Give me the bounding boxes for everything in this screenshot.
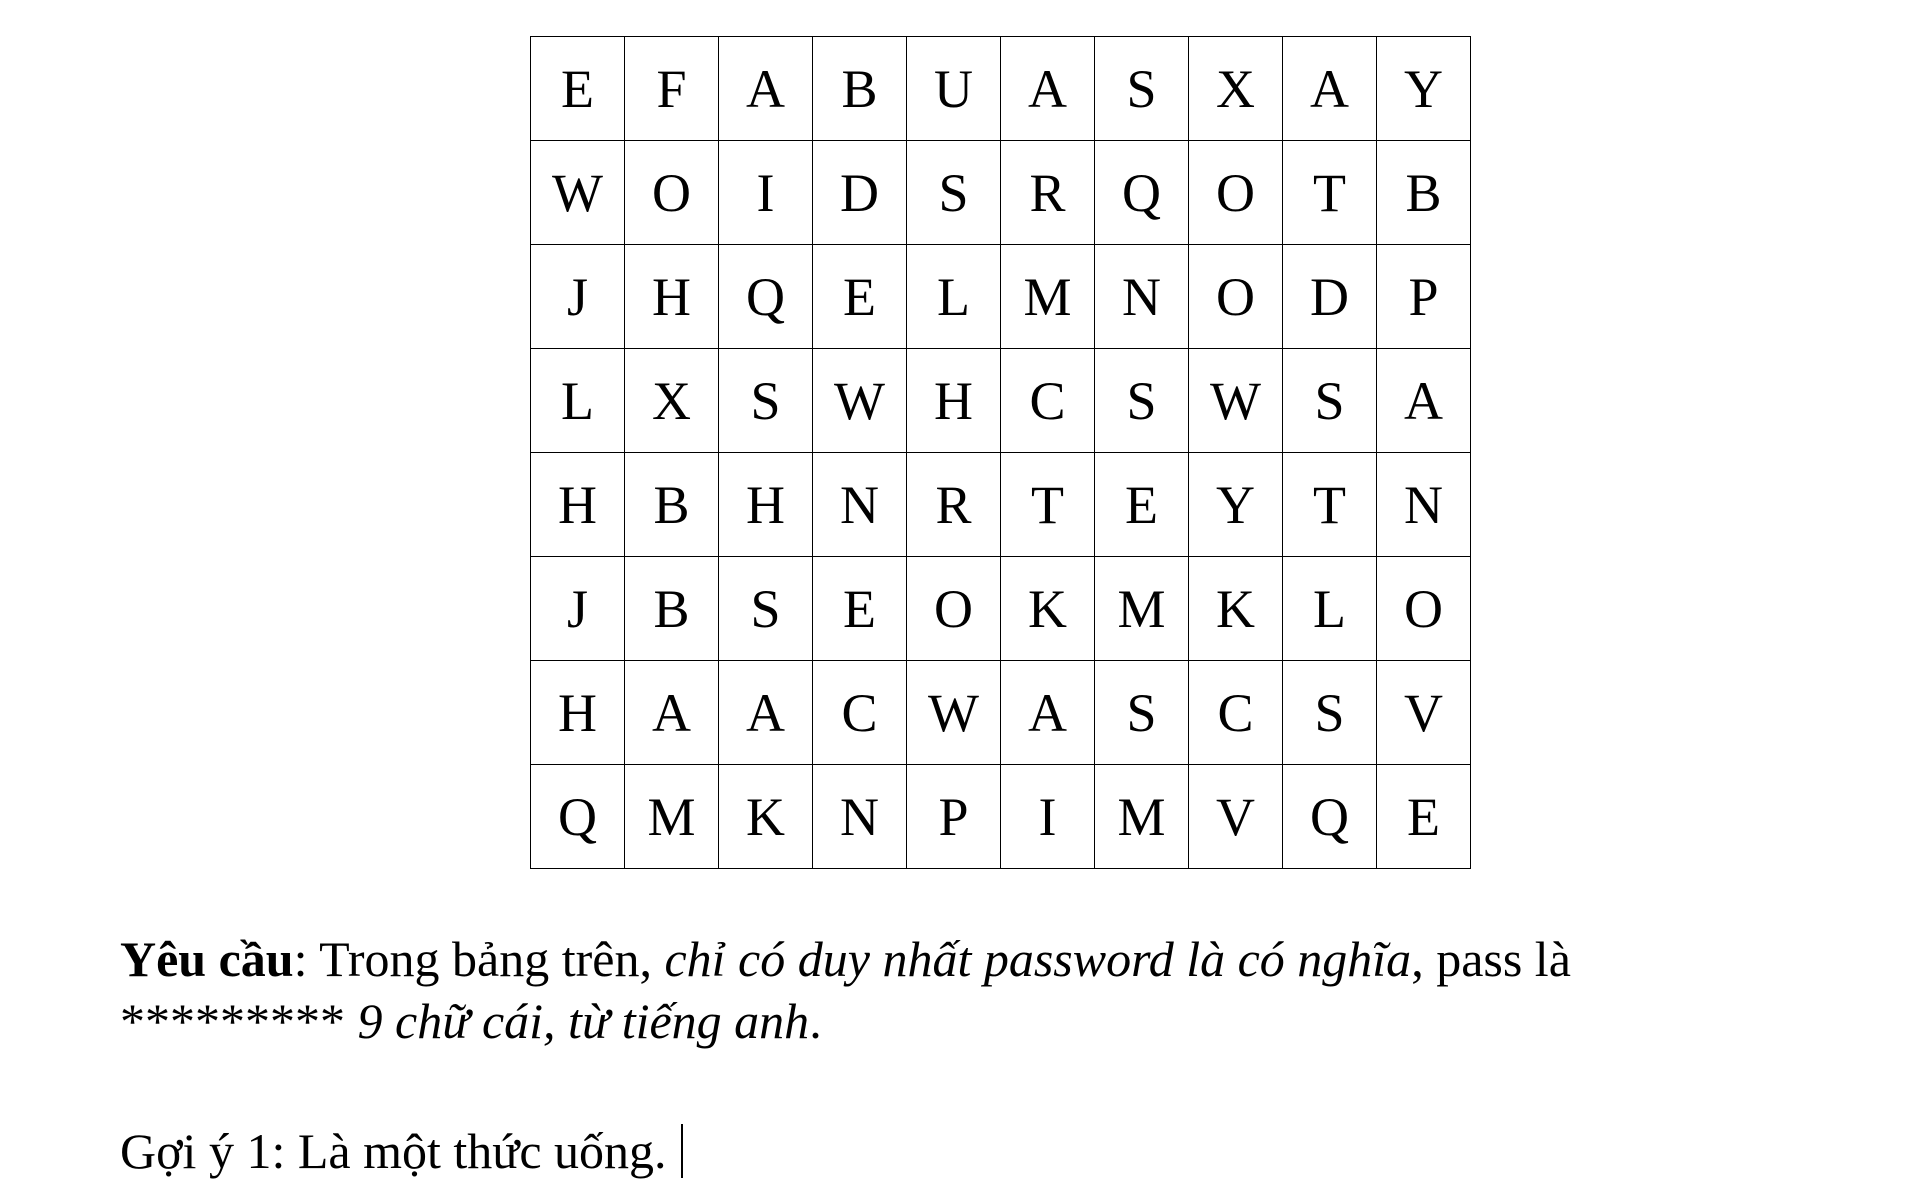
grid-cell: X	[625, 349, 719, 453]
grid-row	[531, 661, 1471, 765]
grid-cell: R	[907, 453, 1001, 557]
grid-cell: N	[813, 453, 907, 557]
grid-cell: P	[907, 765, 1001, 869]
grid-cell: H	[625, 245, 719, 349]
requirement-line-2	[120, 990, 1571, 1052]
grid-cell: C	[1001, 349, 1095, 453]
grid-row	[531, 453, 1471, 557]
grid-cell: M	[625, 765, 719, 869]
grid-cell: Q	[531, 765, 625, 869]
grid-cell: S	[719, 557, 813, 661]
grid-cell: B	[625, 453, 719, 557]
grid-cell: L	[1283, 557, 1377, 661]
grid-cell: T	[1283, 453, 1377, 557]
hint-paragraph[interactable]	[120, 1120, 683, 1182]
grid-row	[531, 765, 1471, 869]
grid-cell: V	[1189, 765, 1283, 869]
grid-cell: N	[813, 765, 907, 869]
grid-cell: S	[907, 141, 1001, 245]
grid-cell: B	[625, 557, 719, 661]
grid-cell: O	[907, 557, 1001, 661]
requirement-italic-1: chỉ có duy nhất password là có nghĩa	[664, 931, 1412, 987]
grid-cell: S	[719, 349, 813, 453]
grid-cell: S	[1283, 661, 1377, 765]
grid-cell: H	[531, 453, 625, 557]
requirement-paragraph	[120, 928, 1571, 1052]
grid-row	[531, 37, 1471, 141]
grid-cell: C	[1189, 661, 1283, 765]
grid-cell: C	[813, 661, 907, 765]
grid-cell: O	[1189, 245, 1283, 349]
grid-cell: E	[531, 37, 625, 141]
requirement-end: .	[809, 993, 822, 1049]
grid-cell: Q	[1095, 141, 1189, 245]
grid-cell: E	[813, 557, 907, 661]
grid-cell: S	[1095, 37, 1189, 141]
grid-cell: P	[1377, 245, 1471, 349]
grid-row	[531, 245, 1471, 349]
grid-cell: A	[719, 37, 813, 141]
grid-cell: J	[531, 245, 625, 349]
grid-row	[531, 349, 1471, 453]
grid-cell: M	[1095, 557, 1189, 661]
grid-cell: B	[1377, 141, 1471, 245]
grid-cell: K	[1189, 557, 1283, 661]
grid-cell: M	[1001, 245, 1095, 349]
grid-cell: A	[719, 661, 813, 765]
grid-cell: S	[1095, 349, 1189, 453]
grid-cell: E	[1377, 765, 1471, 869]
grid-cell: D	[1283, 245, 1377, 349]
grid-cell: J	[531, 557, 625, 661]
grid-cell: N	[1377, 453, 1471, 557]
text-cursor	[681, 1124, 683, 1178]
grid-cell: S	[1095, 661, 1189, 765]
grid-cell: L	[531, 349, 625, 453]
grid-cell: W	[813, 349, 907, 453]
grid-cell: K	[719, 765, 813, 869]
grid-cell: B	[813, 37, 907, 141]
grid-cell: M	[1095, 765, 1189, 869]
grid-cell: K	[1001, 557, 1095, 661]
grid-cell: W	[531, 141, 625, 245]
grid-cell: R	[1001, 141, 1095, 245]
grid-cell: W	[907, 661, 1001, 765]
grid-cell: T	[1283, 141, 1377, 245]
grid-cell: A	[625, 661, 719, 765]
grid-cell: V	[1377, 661, 1471, 765]
grid-cell: Y	[1377, 37, 1471, 141]
grid-cell: I	[1001, 765, 1095, 869]
requirement-text-2: , pass là	[1411, 931, 1571, 987]
grid-cell: W	[1189, 349, 1283, 453]
grid-cell: U	[907, 37, 1001, 141]
requirement-line-1	[120, 928, 1571, 990]
grid-cell: I	[719, 141, 813, 245]
grid-row	[531, 557, 1471, 661]
grid-cell: A	[1001, 37, 1095, 141]
grid-row	[531, 141, 1471, 245]
password-mask: *********	[120, 993, 358, 1049]
grid-cell: H	[531, 661, 625, 765]
requirement-label: Yêu cầu	[120, 931, 294, 987]
grid-cell: E	[813, 245, 907, 349]
grid-cell: Q	[719, 245, 813, 349]
grid-cell: O	[1377, 557, 1471, 661]
grid-cell: Q	[1283, 765, 1377, 869]
grid-cell: A	[1001, 661, 1095, 765]
grid-cell: Y	[1189, 453, 1283, 557]
grid-cell: A	[1283, 37, 1377, 141]
grid-cell: D	[813, 141, 907, 245]
requirement-text-1: : Trong bảng trên,	[293, 931, 665, 987]
grid-cell: H	[907, 349, 1001, 453]
grid-cell: F	[625, 37, 719, 141]
grid-cell: T	[1001, 453, 1095, 557]
grid-cell: H	[719, 453, 813, 557]
grid-cell: O	[625, 141, 719, 245]
letter-grid-body	[531, 37, 1471, 869]
grid-cell: S	[1283, 349, 1377, 453]
hint-text: Gợi ý 1: Là một thức uống.	[120, 1123, 667, 1179]
grid-cell: L	[907, 245, 1001, 349]
grid-cell: N	[1095, 245, 1189, 349]
grid-cell: A	[1377, 349, 1471, 453]
grid-cell: E	[1095, 453, 1189, 557]
grid-cell: O	[1189, 141, 1283, 245]
requirement-italic-2: 9 chữ cái, từ tiếng anh	[357, 993, 810, 1049]
letter-grid	[530, 36, 1471, 869]
letter-grid-table	[530, 36, 1471, 869]
grid-cell: X	[1189, 37, 1283, 141]
